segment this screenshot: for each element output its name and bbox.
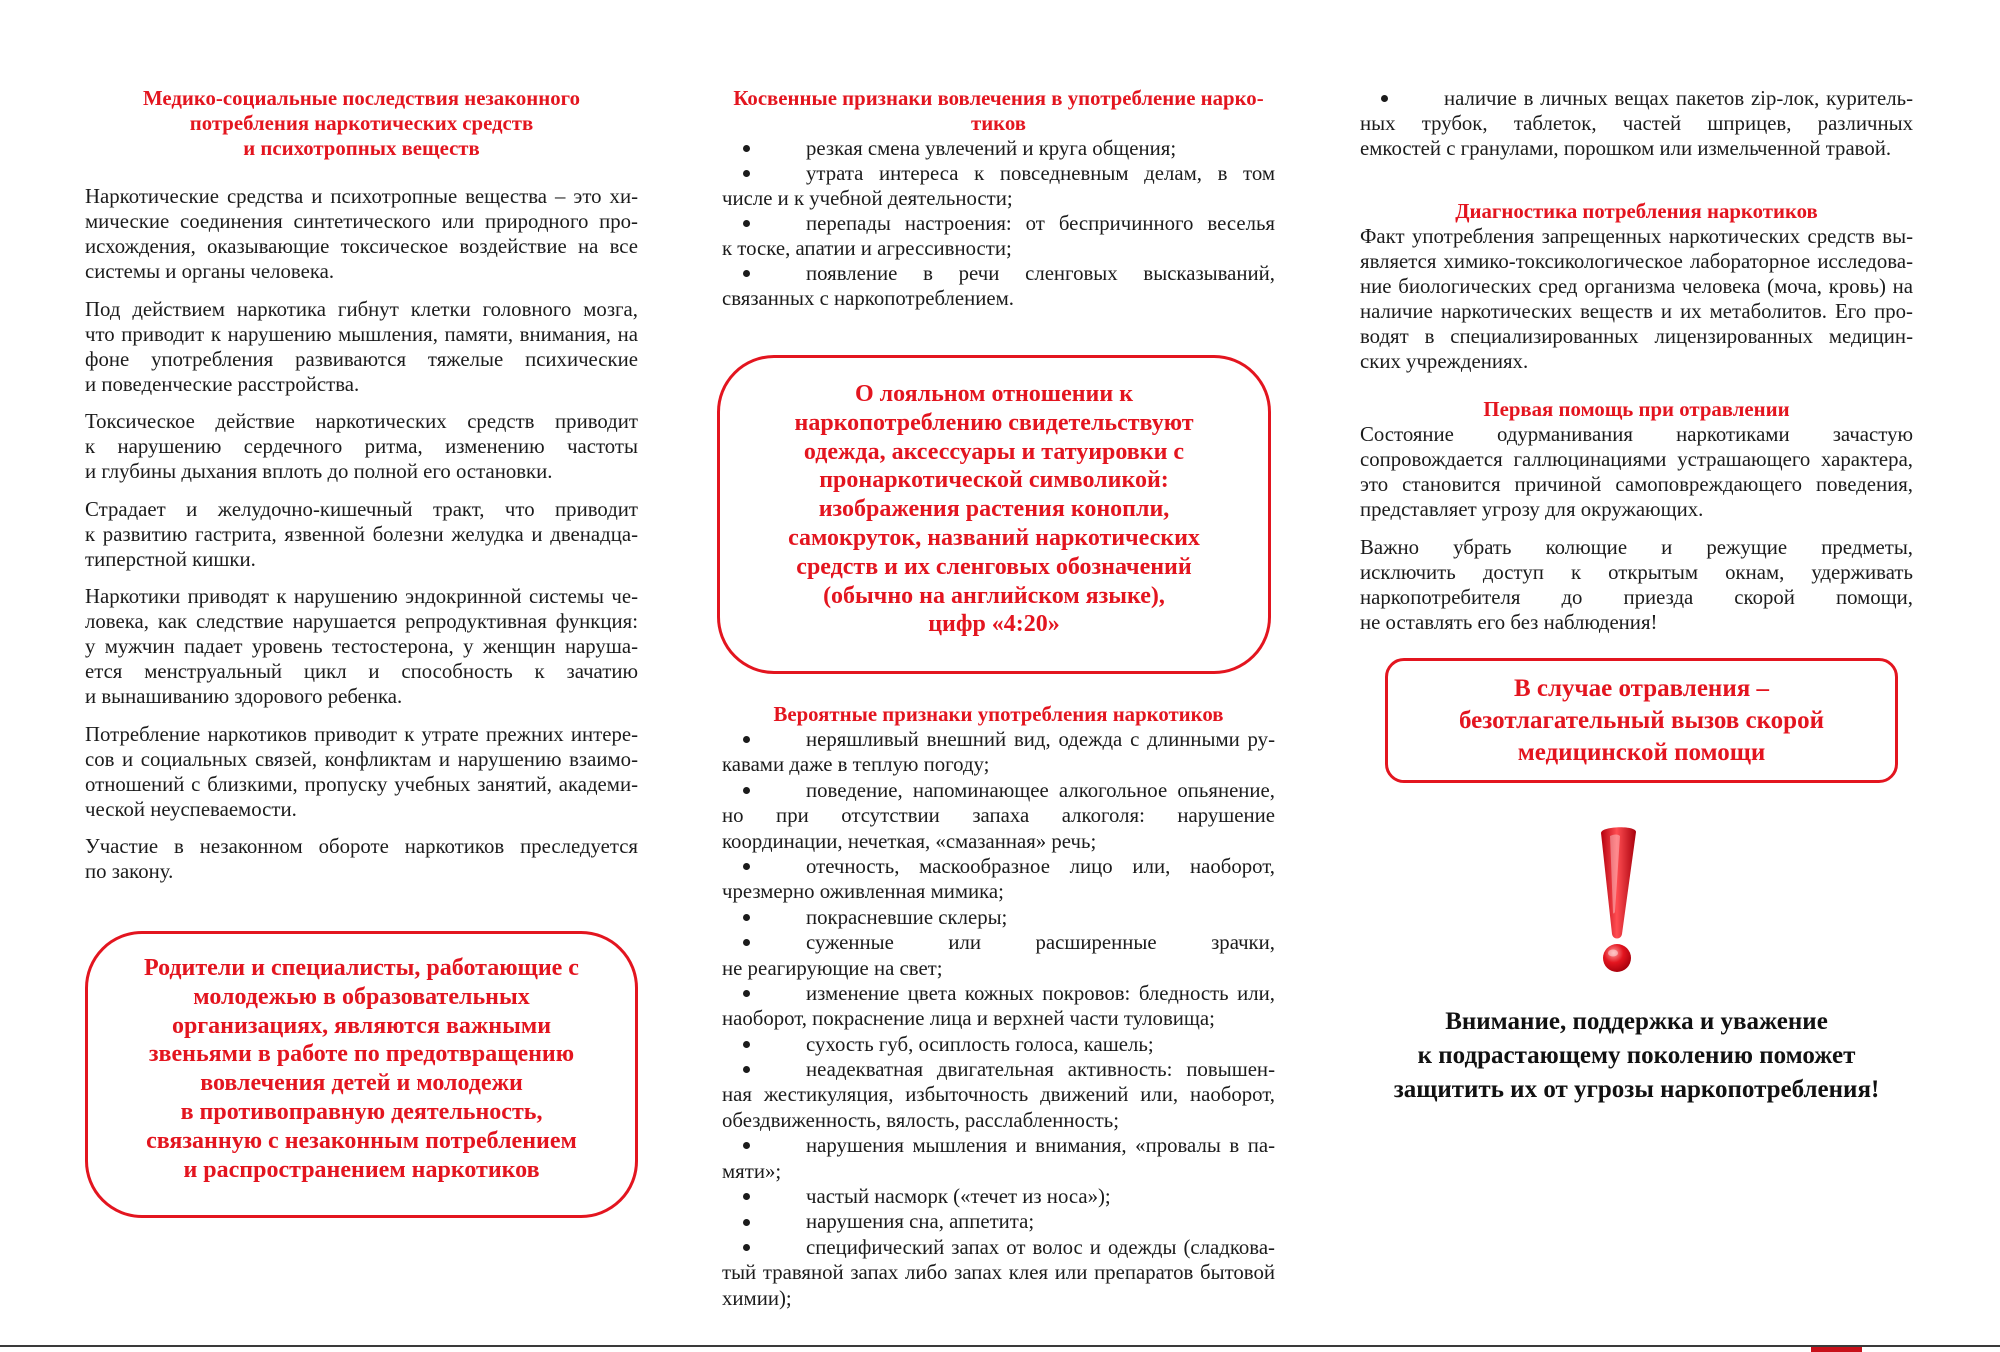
paragraph-line: Наркотические средства и психотропные вещества – это хи- (85, 185, 638, 208)
list-item-line: емкостей с гранулами, порошком или измельченной травой. (1360, 137, 1892, 160)
paragraph-line: сов и социальных связей, конфликтам и нарушению взаимо- (85, 747, 638, 771)
callout-line: в противоправную деятельность, (180, 1098, 543, 1125)
list-item-line: неряшливый внешний вид, одежда с длинными ру- (806, 728, 1275, 751)
paragraph-line: типерстной кишки. (85, 547, 256, 571)
list-item-line: появление в речи сленговых высказываний, (806, 262, 1275, 285)
callout-line: звеньями в работе по предотвращению (148, 1041, 575, 1068)
list-item (722, 727, 1275, 778)
list-item-line: ная жестикуляция, избыточность движений или, наоборот, (722, 1083, 1275, 1107)
paragraph-line: исключить доступ к открытым окнам, удерживать (1360, 560, 1913, 584)
list-item-line: не реагирующие на свет; (722, 956, 943, 980)
paragraph-line: к развитию гастрита, язвенной болезни желудка и двенадца- (85, 522, 638, 546)
paragraph-line: представляет угрозу для окружающих. (1360, 498, 1704, 521)
paragraph (85, 297, 638, 397)
bullet-icon (743, 145, 750, 152)
callout-line: О лояльном отношении к (854, 381, 1134, 407)
paragraph-line: что приводит к нарушению мышления, памяти, внимания, на (85, 322, 638, 346)
list-item (722, 161, 1275, 211)
paragraph-line: исхождения, оказывающие токсическое воздействие на все (85, 235, 638, 258)
title-line: Медико-социальные последствия незаконного (143, 87, 580, 110)
paragraph-line: является химико-токсикологическое лабораторное исследова- (1360, 250, 1913, 273)
diagnostics-text (1360, 224, 1913, 374)
list-item (1360, 86, 1913, 161)
column-help (1360, 0, 1913, 1352)
bullet-icon (743, 939, 750, 946)
list-item-line: нарушения мышления и внимания, «провалы в па- (806, 1134, 1275, 1158)
callout-box (85, 931, 638, 1218)
paragraph-line: Наркотики приводят к нарушению эндокринной системы че- (85, 585, 638, 608)
callout-line: безотлагательный вызов скорой (1459, 706, 1824, 734)
list-item-line: частый насморк («течет из носа»); (806, 1185, 1111, 1209)
bullet-icon (743, 1193, 750, 1200)
section-title (1360, 199, 1913, 224)
list-item-line: обездвиженность, вялость, расслабленность; (722, 1108, 1119, 1132)
paragraph-line: к нарушению сердечного ритма, изменению частоты (85, 435, 638, 458)
bullet-icon (743, 990, 750, 997)
callout-line: пронаркотической символикой: (819, 467, 1169, 494)
callout-line: средств и их сленговых обозначений (796, 553, 1192, 580)
list-item-line: нарушения сна, аппетита; (806, 1210, 1035, 1234)
first-aid-text (1360, 422, 1913, 635)
paragraph-line: отношений с близкими, пропуску учебных занятий, академи- (85, 772, 638, 796)
paragraph-line: Факт употребления запрещенных наркотических средств вы- (1360, 225, 1913, 248)
list-item-line: перепады настроения: от беспричинного веселья (806, 212, 1275, 235)
bullet-icon (743, 270, 750, 277)
probable-signs-list (722, 727, 1275, 1311)
list-item-line: сухость губ, осиплость голоса, кашель; (806, 1032, 1154, 1056)
paragraph-line: у мужчин падает уровень тестостерона, у женщин наруша- (85, 635, 638, 658)
list-item-line: числе и к учебной деятельности; (722, 187, 1013, 210)
section-title (85, 86, 638, 161)
exclamation-icon (1586, 824, 1650, 976)
callout-box (1385, 658, 1898, 783)
callout-line: цифр «4:20» (928, 611, 1060, 638)
list-item-line: тый травяной запах либо запах клея или препаратов бытовой (722, 1261, 1275, 1285)
paragraph (85, 584, 638, 709)
section-title (722, 702, 1275, 727)
callout-line: Родители и специалисты, работающие с (144, 955, 579, 981)
closing-line: защитить их от угрозы наркопотребления! (1393, 1076, 1880, 1103)
list-item-line: поведение, напоминающее алкогольное опьянение, (806, 778, 1275, 802)
callout-line: одежда, аксессуары и татуировки с (803, 438, 1185, 465)
paragraph-line: Под действием наркотика гибнут клетки головного мозга, (85, 297, 638, 321)
list-item (722, 136, 1275, 161)
body-text (85, 184, 638, 884)
title-line: Диагностика потребления наркотиков (1455, 200, 1818, 223)
paragraph-line: и глубины дыхания вплоть до полной его остановки. (85, 460, 553, 483)
list-item-line: чрезмерно оживленная мимика; (722, 880, 1004, 904)
paragraph-line: Токсическое действие наркотических средств приводит (85, 410, 638, 433)
paragraph-line: наркопотребителя до приезда скорой помощи, (1360, 585, 1913, 609)
callout-line: и распространением наркотиков (183, 1156, 540, 1183)
bullet-icon (743, 914, 750, 921)
title-line: Первая помощь при отравлении (1483, 398, 1790, 421)
list-item-line: ных трубок, таблеток, частей шприцев, различных (1360, 112, 1913, 135)
list-item-line: наличие в личных вещах пакетов zip-лок, куритель- (1444, 87, 1913, 110)
paragraph-line: Потребление наркотиков приводит к утрате прежних интере- (85, 722, 638, 746)
callout-line: вовлечения детей и молодежи (200, 1070, 523, 1097)
paragraph-line: это становится причиной самоповреждающего поведения, (1360, 473, 1913, 496)
callout-line: организациях, являются важными (171, 1012, 552, 1039)
section-title (722, 86, 1275, 136)
bullet-icon (743, 1244, 750, 1251)
bullet-icon (743, 170, 750, 177)
title-line: Вероятные признаки употребления наркотиков (773, 703, 1224, 726)
paragraph-line: Состояние одурманивания наркотиками зачастую (1360, 423, 1913, 446)
list-item (722, 930, 1275, 981)
list-item (722, 1235, 1275, 1311)
list-item-line: суженные или расширенные зрачки, (806, 931, 1275, 955)
callout-line: изображения растения конопли, (818, 496, 1170, 523)
signs-list-continued (1360, 86, 1913, 161)
bullet-icon (743, 787, 750, 794)
list-item-line: покрасневшие склеры; (806, 905, 1008, 929)
paragraph-line: Важно убрать колющие и режущие предметы, (1360, 535, 1913, 559)
callout-line: В случае отравления – (1513, 674, 1770, 702)
bullet-icon (743, 1066, 750, 1073)
paragraph (1360, 422, 1913, 522)
list-item-line: специфический запах от волос и одежды (сладкова- (806, 1235, 1275, 1259)
bullet-icon (743, 1142, 750, 1149)
callout-line: молодежью в образовательных (193, 983, 530, 1010)
paragraph-line: и поведенческие расстройства. (85, 372, 360, 396)
list-item (722, 261, 1275, 311)
list-item (722, 1184, 1275, 1209)
list-item-line: но при отсутствии запаха алкоголя: нарушение (722, 804, 1275, 828)
list-item (722, 1209, 1275, 1234)
paragraph (1360, 224, 1913, 374)
list-item-line: резкая смена увлечений и круга общения; (806, 137, 1177, 160)
callout-box (717, 355, 1271, 674)
list-item-line: утрата интереса к повседневным делам, в том (806, 162, 1275, 185)
callout-line: медицинской помощи (1517, 738, 1766, 766)
list-item-line: отечность, маскообразное лицо или, наоборот, (806, 854, 1275, 878)
paragraph-line: Участие в незаконном обороте наркотиков преследуется (85, 835, 638, 858)
page-corner-mark (1811, 1347, 1862, 1352)
list-item-line: наоборот, покраснение лица и верхней части туловища; (722, 1007, 1215, 1031)
paragraph-line: системы и органы человека. (85, 260, 335, 283)
list-item-line: связанных с наркопотреблением. (722, 287, 1014, 310)
paragraph-line: Страдает и желудочно-кишечный тракт, что приводит (85, 497, 638, 521)
callout-line: наркопотреблению свидетельствуют (794, 409, 1194, 436)
page-bottom-rule (0, 1345, 2000, 1347)
list-item-line: мяти»; (722, 1159, 782, 1183)
indirect-signs-list (722, 136, 1275, 311)
bullet-icon (743, 736, 750, 743)
closing-message (1360, 1005, 1913, 1107)
paragraph-line: ется менструальный цикл и способность к зачатию (85, 660, 638, 683)
paragraph (1360, 535, 1913, 635)
paragraph (85, 409, 638, 484)
paragraph-line: по закону. (85, 860, 174, 883)
column-signs (722, 0, 1275, 1352)
list-item (722, 981, 1275, 1032)
callout-line: (обычно на английском языке), (823, 582, 1165, 609)
list-item-line: изменение цвета кожных покровов: бледность или, (806, 981, 1275, 1005)
list-item-line: координации, нечеткая, «смазанная» речь; (722, 829, 1097, 853)
list-item (722, 211, 1275, 261)
list-item (722, 905, 1275, 930)
list-item (722, 854, 1275, 905)
callout-line: связанную с незаконным потреблением (146, 1127, 577, 1154)
paragraph (85, 497, 638, 572)
title-line: и психотропных веществ (243, 137, 480, 160)
paragraph-line: наличие наркотических веществ и их метаболитов. Его про- (1360, 300, 1913, 323)
callout-line: самокруток, названий наркотических (788, 524, 1200, 551)
list-item-line: химии); (722, 1286, 792, 1310)
title-line: потребления наркотических средств (189, 112, 534, 135)
list-item (722, 1057, 1275, 1133)
paragraph (85, 722, 638, 822)
list-item (722, 1133, 1275, 1184)
section-title (1360, 397, 1913, 422)
paragraph-line: ловека, как следствие нарушается репродуктивная функция: (85, 610, 638, 633)
paragraph-line: ских учреждениях. (1360, 350, 1529, 373)
paragraph (85, 834, 638, 884)
title-line: Косвенные признаки вовлечения в употребление нарко- (733, 87, 1264, 110)
paragraph-line: ние биологических сред организма человека (моча, кровь) на (1360, 275, 1913, 298)
paragraph-line: мические соединения синтетического или природного про- (85, 210, 638, 233)
paragraph-line: водят в специализированных лицензированных медицин- (1360, 325, 1913, 348)
title-line: тиков (970, 112, 1027, 135)
bullet-icon (743, 863, 750, 870)
list-item (722, 1032, 1275, 1057)
paragraph-line: не оставлять его без наблюдения! (1360, 610, 1658, 634)
bullet-icon (1381, 95, 1388, 102)
bullet-icon (743, 1219, 750, 1226)
bullet-icon (743, 1041, 750, 1048)
paragraph-line: фоне употребления развиваются тяжелые психические (85, 347, 638, 371)
paragraph-line: сопровождается галлюцинациями устрашающего характера, (1360, 448, 1913, 471)
list-item-line: к тоске, апатии и агрессивности; (722, 237, 1012, 260)
paragraph (85, 184, 638, 284)
list-item (722, 778, 1275, 854)
closing-line: Внимание, поддержка и уважение (1445, 1008, 1828, 1035)
paragraph-line: ческой неуспеваемости. (85, 797, 297, 821)
list-item-line: неадекватная двигательная активность: повышен- (806, 1058, 1275, 1082)
paragraph-line: и вынашиванию здорового ребенка. (85, 685, 403, 708)
bullet-icon (743, 220, 750, 227)
closing-line: к подрастающему поколению поможет (1417, 1042, 1856, 1069)
list-item-line: кавами даже в теплую погоду; (722, 753, 990, 777)
column-consequences (85, 0, 638, 1352)
